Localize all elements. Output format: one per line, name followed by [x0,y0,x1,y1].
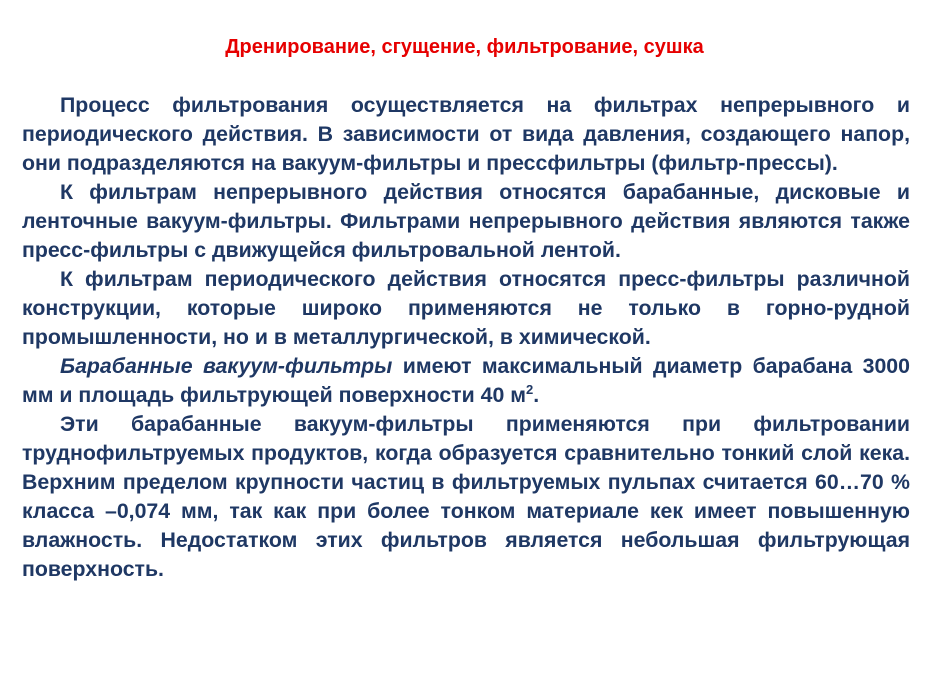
slide-body [22,91,910,584]
paragraph-periodic-filters: К фильтрам периодического действия относятся пресс-фильтры различной конструкции, которые широко применяются не только в горно-рудной промышленности, но и в металлургической, в химической. [22,267,910,349]
drum-filters-end: . [533,383,540,407]
paragraph-drum-filters [22,352,910,410]
slide-title: Дренирование, сгущение, фильтрование, сушка [225,36,704,58]
paragraph-filtration-process: Процесс фильтрования осуществляется на фильтрах непрерывного и периодического действия. В зависимости от вида давления, создающего напор, они подразделяются на вакуум-фильтры и прессфильтры (фильтр-прессы). [22,93,910,175]
paragraph-continuous-filters: К фильтрам непрерывного действия относятся барабанные, дисковые и ленточные вакуум-фильтры. Фильтрами непрерывного действия являются также пресс-фильтры с движущейся фильтровальной лентой. [22,180,910,262]
square-superscript: 2 [525,381,534,397]
drum-filters-term: Барабанные вакуум-фильтры [60,354,393,378]
drum-filters-text: имеют максимальный диаметр барабана 3000 мм и площадь фильтрующей поверхности 40 м [22,354,910,407]
paragraph-drum-filter-usage: Эти барабанные вакуум-фильтры применяются при фильтровании труднофильтруемых продуктов, когда образуется сравнительно тонкий слой кека. Верхним пределом крупности частиц в фильтруемых пульпах считается 60…70 % класса –0,074 мм, так как при более тонком материале кек имеет повышенную влажность. Недостатком этих фильтров является небольшая фильтрующая поверхность. [22,412,910,581]
